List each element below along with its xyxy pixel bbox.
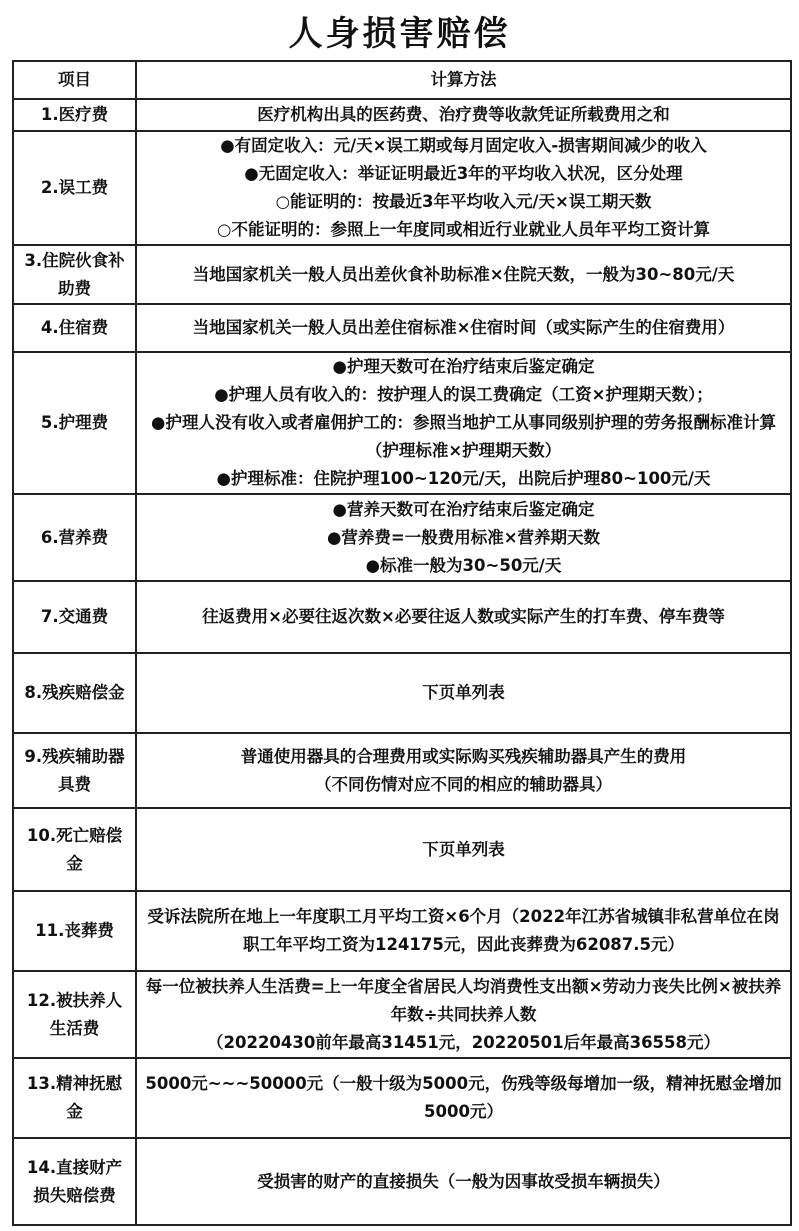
method-line: ○能证明的：按最近3年平均收入元/天×误工期天数 (275, 192, 652, 211)
method-line: 当地国家机关一般人员出差住宿标准×住宿时间（或实际产生的住宿费用） (192, 318, 735, 337)
method-line: （不同伤情对应不同的相应的辅助器具） (315, 774, 612, 794)
row-item: 13.精神抚慰金 (13, 1058, 136, 1138)
method-line: 往返费用×必要往返次数×必要往返人数或实际产生的打车费、停车费等 (202, 607, 725, 626)
row-method (136, 99, 791, 131)
table-header-row (13, 61, 791, 99)
row-item: 7.交通费 (13, 581, 136, 653)
method-line: 受诉法院所在地上一年度职工月平均工资×6个月（2022年江苏省城镇非私营单位在岗职工年平均工资为124175元，因此丧葬费为62087.5元） (147, 907, 780, 954)
table-row (13, 352, 791, 494)
table-row (13, 304, 791, 352)
table-row (13, 733, 791, 808)
row-method (136, 971, 791, 1058)
table-row (13, 653, 791, 733)
method-line: 当地国家机关一般人员出差伙食补助标准×住院天数，一般为30~80元/天 (192, 264, 735, 284)
method-line: 每一位被扶养人生活费=上一年度全省居民人均消费性支出额×劳动力丧失比例×被扶养年数÷共同扶养人数 (145, 976, 782, 1024)
method-line: ●护理标准：住院护理100~120元/天，出院后护理80~100元/天 (216, 469, 711, 488)
row-method (136, 131, 791, 245)
table-row (13, 808, 791, 891)
page-title: 人身损害赔偿 (288, 14, 511, 54)
row-method (136, 1138, 791, 1225)
method-line: ●无固定收入：举证证明最近3年的平均收入状况，区分处理 (244, 164, 683, 183)
method-line: ●营养费=一般费用标准×营养期天数 (326, 527, 601, 547)
method-line: ○不能证明的：参照上一年度同或相近行业就业人员年平均工资计算 (217, 220, 710, 239)
row-item: 1.医疗费 (13, 99, 136, 131)
row-item: 9.残疾辅助器具费 (13, 733, 136, 808)
method-line: ●标准一般为30~50元/天 (365, 555, 562, 575)
row-method (136, 352, 791, 494)
row-item: 6.营养费 (13, 494, 136, 581)
row-item: 2.误工费 (13, 131, 136, 245)
method-line: ●营养天数可在治疗结束后鉴定确定 (332, 499, 595, 519)
table-row (13, 1138, 791, 1225)
method-line: 下页单列表 (422, 683, 505, 702)
method-line: ●护理人没有收入或者雇佣护工的：参照当地护工从事同级别护理的劳务报酬标准计算（护理标准×护理期天数） (151, 413, 776, 460)
method-line: ●护理天数可在治疗结束后鉴定确定 (332, 357, 595, 376)
method-line: （20220430前年最高31451元，20220501后年最高36558元） (207, 1032, 720, 1052)
table-row (13, 131, 791, 245)
table-row (13, 891, 791, 971)
table-row (13, 581, 791, 653)
row-item: 5.护理费 (13, 352, 136, 494)
method-line: 普通使用器具的合理费用或实际购买残疾辅助器具产生的费用 (240, 746, 687, 766)
row-method (136, 733, 791, 808)
compensation-table (12, 60, 792, 1226)
method-line: 下页单列表 (422, 839, 505, 859)
table-row (13, 1058, 791, 1138)
row-method (136, 494, 791, 581)
table-row (13, 99, 791, 131)
row-method (136, 653, 791, 733)
method-line: 受损害的财产的直接损失（一般为因事故受损车辆损失） (257, 1171, 670, 1191)
row-method (136, 891, 791, 971)
row-method (136, 1058, 791, 1138)
row-method (136, 245, 791, 304)
row-item: 3.住院伙食补助费 (13, 245, 136, 304)
row-item: 11.丧葬费 (13, 891, 136, 971)
table-row (13, 971, 791, 1058)
row-item: 10.死亡赔偿金 (13, 808, 136, 891)
row-item: 8.残疾赔偿金 (13, 653, 136, 733)
row-item: 14.直接财产损失赔偿费 (13, 1138, 136, 1225)
table-row (13, 245, 791, 304)
row-item: 4.住宿费 (13, 304, 136, 352)
row-method (136, 581, 791, 653)
row-method (136, 808, 791, 891)
header-item: 项目 (13, 61, 136, 99)
method-line: 医疗机构出具的医药费、治疗费等收款凭证所载费用之和 (257, 105, 670, 124)
method-line: ●有固定收入：元/天×误工期或每月固定收入-损害期间减少的收入 (220, 136, 707, 155)
header-method: 计算方法 (136, 61, 791, 99)
row-method (136, 304, 791, 352)
row-item: 12.被扶养人生活费 (13, 971, 136, 1058)
method-line: 5000元~~~50000元（一般十级为5000元，伤残等级每增加一级，精神抚慰金增加5000元） (145, 1074, 782, 1121)
table-row (13, 494, 791, 581)
method-line: ●护理人员有收入的：按护理人的误工费确定（工资×护理期天数）； (214, 385, 713, 404)
